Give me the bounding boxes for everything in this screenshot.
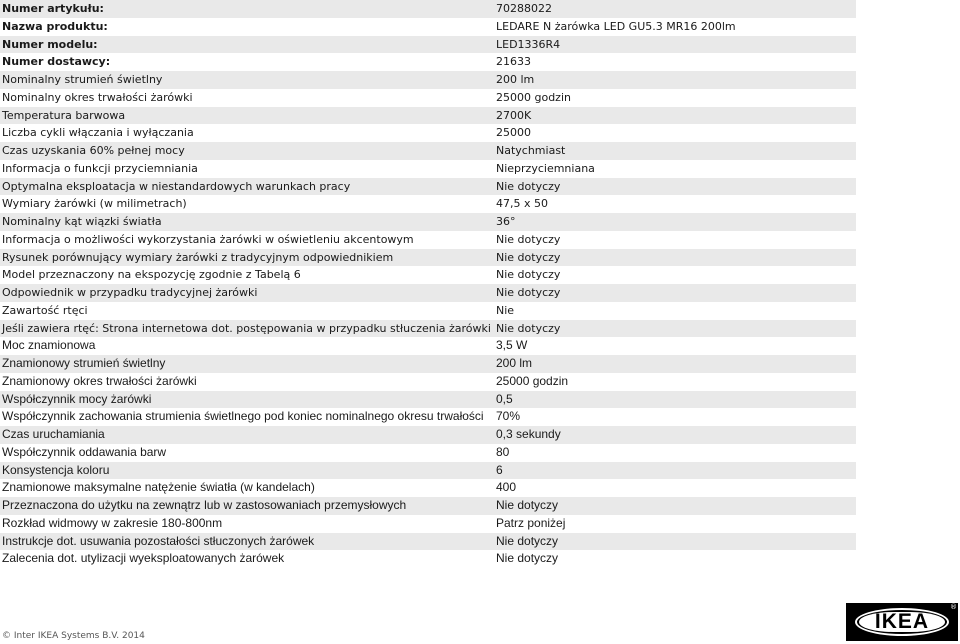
spec-value: 0,5 bbox=[496, 391, 513, 406]
spec-label: Zalecenia dot. utylizacji wyeksploatowanych żarówek bbox=[2, 551, 285, 566]
spec-label: Czas uzyskania 60% pełnej mocy bbox=[2, 144, 185, 157]
spec-row bbox=[0, 426, 856, 444]
spec-label: Informacja o funkcji przyciemniania bbox=[2, 161, 198, 175]
spec-row bbox=[0, 444, 856, 462]
spec-row bbox=[0, 373, 856, 391]
spec-row bbox=[0, 497, 856, 515]
spec-row bbox=[0, 89, 856, 107]
spec-row bbox=[0, 231, 856, 249]
spec-row bbox=[0, 550, 856, 568]
spec-label: Instrukcje dot. usuwania pozostałości stłuczonych żarówek bbox=[2, 533, 315, 548]
spec-value: 70288022 bbox=[496, 2, 552, 15]
spec-label: Rozkład widmowy w zakresie 180-800nm bbox=[2, 515, 223, 530]
spec-label: Zawartość rtęci bbox=[2, 303, 88, 317]
spec-label: Nominalny strumień świetlny bbox=[2, 73, 163, 86]
copyright-notice: © Inter IKEA Systems B.V. 2014 bbox=[2, 631, 145, 641]
spec-row bbox=[0, 479, 856, 497]
spec-label: Znamionowy okres trwałości żarówki bbox=[2, 373, 197, 388]
spec-row bbox=[0, 195, 856, 213]
spec-value: 400 bbox=[496, 480, 517, 495]
spec-row bbox=[0, 0, 856, 18]
spec-row bbox=[0, 462, 856, 480]
spec-row bbox=[0, 178, 856, 196]
spec-value: 6 bbox=[496, 462, 503, 477]
spec-value: Nie bbox=[496, 303, 515, 317]
spec-row bbox=[0, 249, 856, 267]
spec-label: Współczynnik zachowania strumienia świetlnego pod koniec nominalnego okresu trwałości bbox=[2, 409, 484, 424]
spec-label: Informacja o możliwości wykorzystania żarówki w oświetleniu akcentowym bbox=[2, 232, 414, 246]
spec-row bbox=[0, 160, 856, 178]
spec-label: Numer dostawcy: bbox=[2, 55, 111, 69]
spec-row bbox=[0, 107, 856, 125]
spec-row bbox=[0, 53, 856, 71]
spec-label: Przeznaczona do użytku na zewnątrz lub w zastosowaniach przemysłowych bbox=[2, 498, 407, 512]
spec-value: LEDARE N żarówka LED GU5.3 MR16 200lm bbox=[496, 19, 736, 33]
spec-row bbox=[0, 408, 856, 426]
spec-row bbox=[0, 18, 856, 36]
spec-label: Liczba cykli włączania i wyłączania bbox=[2, 126, 194, 140]
spec-label: Znamionowy strumień świetlny bbox=[2, 356, 166, 370]
spec-value: 2700K bbox=[496, 108, 532, 122]
spec-value: 70% bbox=[496, 409, 521, 424]
spec-label: Temperatura barwowa bbox=[2, 108, 126, 122]
spec-value: Natychmiast bbox=[496, 144, 566, 157]
spec-label: Jeśli zawiera rtęć: Strona internetowa dot. postępowania w przypadku stłuczenia żarówki bbox=[2, 321, 491, 335]
spec-value: 200 lm bbox=[496, 73, 535, 86]
spec-value: Nie dotyczy bbox=[496, 551, 559, 566]
spec-row bbox=[0, 533, 856, 551]
spec-label: Nominalny okres trwałości żarówki bbox=[2, 90, 193, 104]
spec-value: LED1336R4 bbox=[496, 37, 561, 51]
spec-label: Wymiary żarówki (w milimetrach) bbox=[2, 197, 187, 211]
spec-value: 25000 godzin bbox=[496, 90, 571, 104]
spec-label: Znamionowe maksymalne natężenie światła (w kandelach) bbox=[2, 480, 315, 495]
spec-value: 25000 bbox=[496, 126, 531, 140]
spec-value: 25000 godzin bbox=[496, 373, 569, 388]
spec-row bbox=[0, 302, 856, 320]
spec-value: 0,3 sekundy bbox=[496, 427, 561, 441]
spec-label: Współczynnik oddawania barw bbox=[2, 444, 167, 459]
spec-label: Odpowiednik w przypadku tradycyjnej żarówki bbox=[2, 286, 258, 299]
spec-label: Moc znamionowa bbox=[2, 338, 96, 353]
logo-wordmark: IKEA bbox=[874, 610, 930, 633]
spec-label: Rysunek porównujący wymiary żarówki z tradycyjnym odpowiednikiem bbox=[2, 250, 394, 264]
spec-row bbox=[0, 36, 856, 54]
spec-value: 3,5 W bbox=[496, 338, 528, 353]
spec-row bbox=[0, 391, 856, 409]
spec-row bbox=[0, 266, 856, 284]
spec-value: Nie dotyczy bbox=[496, 286, 561, 299]
spec-label: Nazwa produktu: bbox=[2, 19, 108, 33]
spec-label: Nominalny kąt wiązki światła bbox=[2, 215, 162, 228]
spec-value: Nie dotyczy bbox=[496, 268, 561, 282]
spec-value: Nie dotyczy bbox=[496, 533, 559, 548]
spec-label: Numer modelu: bbox=[2, 37, 98, 51]
spec-row bbox=[0, 284, 856, 302]
spec-value: Nie dotyczy bbox=[496, 179, 561, 193]
spec-value: Nie dotyczy bbox=[496, 232, 561, 246]
ikea-logo bbox=[846, 603, 958, 641]
spec-value: 47,5 x 50 bbox=[496, 197, 548, 211]
spec-label: Optymalna eksploatacja w niestandardowych warunkach pracy bbox=[2, 179, 351, 193]
spec-row bbox=[0, 71, 856, 89]
spec-label: Czas uruchamiania bbox=[2, 427, 105, 441]
spec-row bbox=[0, 320, 856, 338]
logo-registered-mark: ® bbox=[950, 603, 957, 611]
spec-row bbox=[0, 124, 856, 142]
spec-value: Nie dotyczy bbox=[496, 250, 561, 264]
spec-label: Numer artykułu: bbox=[2, 2, 104, 15]
spec-row bbox=[0, 515, 856, 533]
spec-value: Nie dotyczy bbox=[496, 498, 559, 512]
spec-row bbox=[0, 355, 856, 373]
spec-label: Model przeznaczony na ekspozycję zgodnie z Tabelą 6 bbox=[2, 268, 301, 282]
spec-value: 36° bbox=[496, 215, 516, 228]
spec-label: Współczynnik mocy żarówki bbox=[2, 391, 152, 406]
spec-label: Konsystencja koloru bbox=[2, 462, 110, 477]
spec-row bbox=[0, 142, 856, 160]
spec-value: 200 lm bbox=[496, 356, 533, 370]
spec-value: Patrz poniżej bbox=[496, 515, 566, 530]
spec-row bbox=[0, 337, 856, 355]
spec-value: 80 bbox=[496, 444, 510, 459]
spec-value: Nieprzyciemniana bbox=[496, 161, 595, 175]
spec-row bbox=[0, 213, 856, 231]
spec-value: 21633 bbox=[496, 55, 531, 69]
spec-value: Nie dotyczy bbox=[496, 321, 561, 335]
